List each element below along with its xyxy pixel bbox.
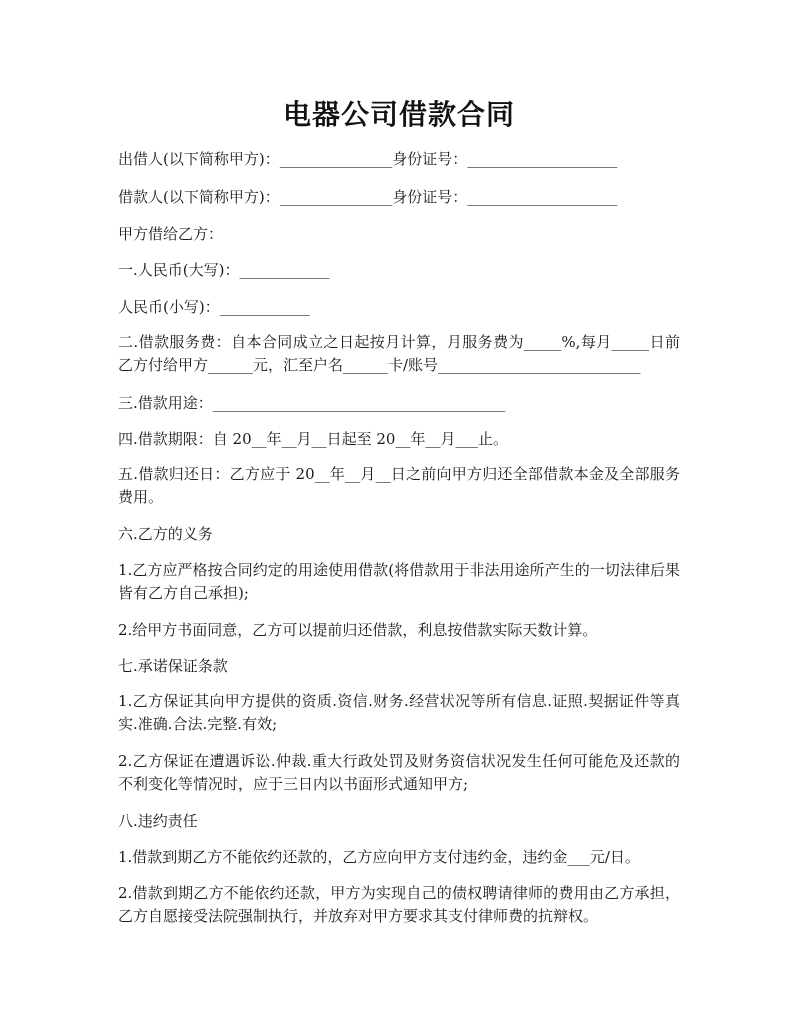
purpose-line: 三.借款用途：_______________________________________ xyxy=(118,394,506,412)
rmb-upper-line: 一.人民币(大写)：____________ xyxy=(118,261,330,279)
breach-item-2: 2.借款到期乙方不能依约还款，甲方为实现自己的债权聘请律师的费用由乙方承担，乙方自愿接受法院强制执行，并放弃对甲方要求其支付律师费的抗辩权。 xyxy=(118,884,680,925)
lender-line: 出借人(以下简称甲方)：_______________身份证号：____________________ xyxy=(118,150,618,168)
breach-heading: 八.违约责任 xyxy=(118,812,198,830)
obligations-heading: 六.乙方的义务 xyxy=(118,525,213,543)
obligation-item-1: 1.乙方应严格按合同约定的用途使用借款(将借款用于非法用途所产生的一切法律后果皆有乙方自己承担); xyxy=(118,561,680,602)
repay-date-clause: 五.借款归还日：乙方应于 20__年__月__日之前向甲方归还全部借款本金及全部服务费用。 xyxy=(118,465,680,506)
borrower-line: 借款人(以下简称甲方)：_______________身份证号：____________________ xyxy=(118,188,618,206)
guarantee-heading: 七.承诺保证条款 xyxy=(118,657,228,675)
guarantee-item-1: 1.乙方保证其向甲方提供的资质.资信.财务.经营状况等所有信息.证照.契据证件等真实.准确.合法.完整.有效; xyxy=(118,692,680,733)
service-fee-clause: 二.借款服务费：自本合同成立之日起按月计算，月服务费为_____%,每月_____日前乙方付给甲方______元，汇至户名______卡/账号___________________________ xyxy=(118,333,680,374)
document-title: 电器公司借款合同 xyxy=(282,98,515,131)
guarantee-item-2: 2.乙方保证在遭遇诉讼.仲裁.重大行政处罚及财务资信状况发生任何可能危及还款的不利变化等情况时，应于三日内以书面形式通知甲方; xyxy=(118,752,680,793)
lend-to-line: 甲方借给乙方： xyxy=(118,225,224,243)
obligation-item-2: 2.给甲方书面同意，乙方可以提前归还借款，利息按借款实际天数计算。 xyxy=(118,621,598,639)
rmb-lower-line: 人民币(小写)：____________ xyxy=(118,298,310,316)
breach-item-1: 1.借款到期乙方不能依约还款的，乙方应向甲方支付违约金，违约金___元/日。 xyxy=(118,848,640,866)
term-line: 四.借款期限：自 20__年__月__日起至 20__年__月___止。 xyxy=(118,430,508,448)
